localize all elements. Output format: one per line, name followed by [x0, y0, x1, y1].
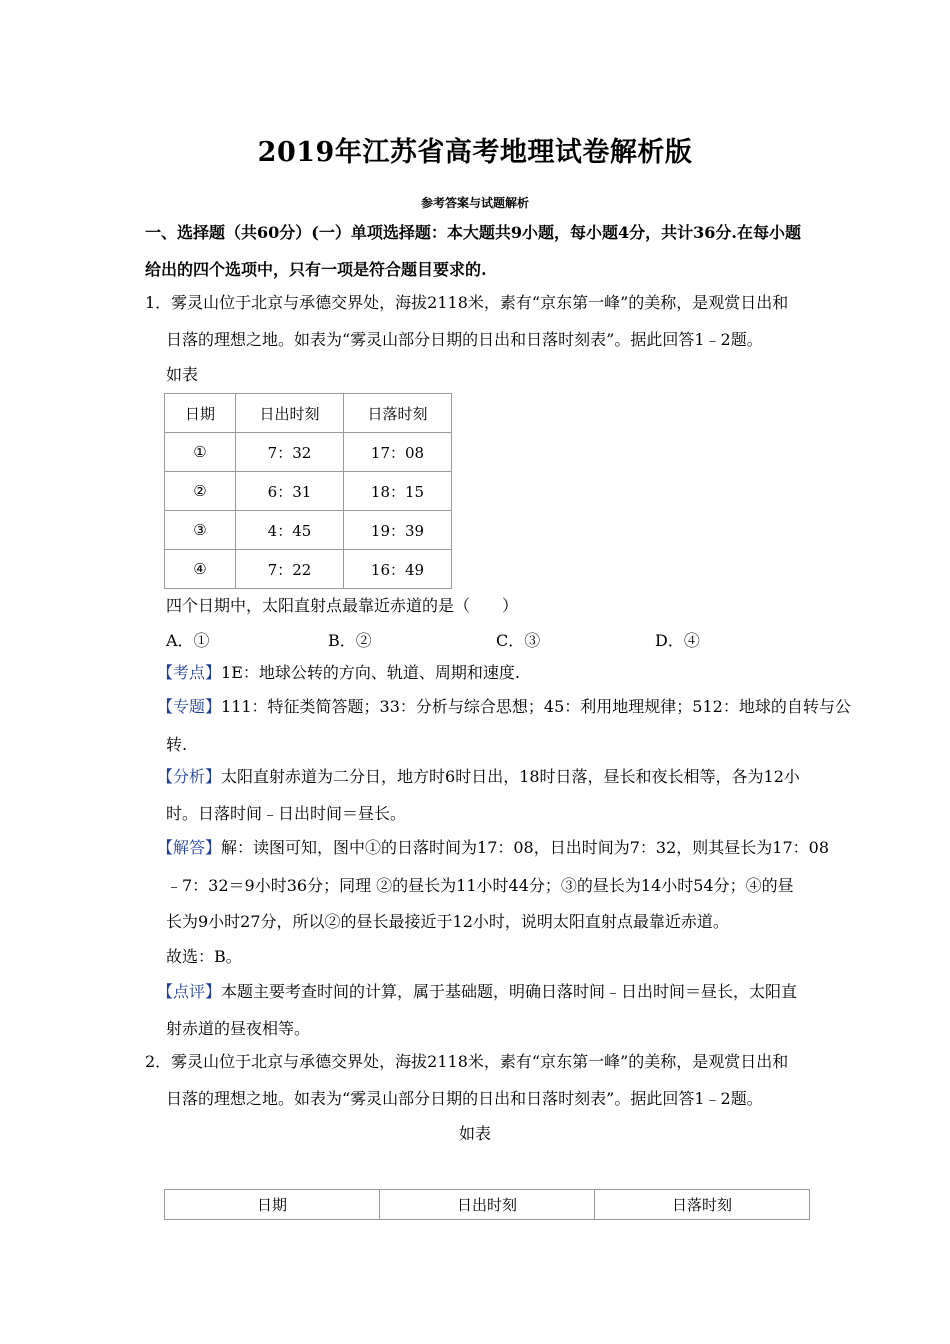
q2-stem-line-1: 2．雾灵山位于北京与承德交界处，海拔2118米，素有“京东第一峰”的美称，是观赏日出和 [145, 1052, 789, 1071]
q1-dianping-line-2: 射赤道的昼夜相等。 [166, 1019, 311, 1038]
q1-option-a: A．① [166, 631, 210, 650]
table-header-row [165, 394, 452, 433]
q1-jieda-line-2: ﹣7：32＝9小时36分；同理 ②的昼长为11小时44分；③的昼长为14小时54分；④的昼 [166, 876, 794, 895]
table-header-row [165, 1190, 810, 1220]
fenxi-text: 太阳直射赤道为二分日，地方时6时日出，18时日落，昼长和夜长相等，各为12小 [221, 767, 800, 786]
q1-jieda-line-3: 长为9小时27分，所以②的昼长最接近于12小时，说明太阳直射点最靠近赤道。 [166, 912, 729, 931]
q1-jieda-line-1 [157, 837, 829, 859]
q1-answer: 故选：B。 [166, 947, 242, 966]
table-cell: 7：22 [236, 550, 344, 589]
q1-sun-time-table [164, 393, 452, 589]
table-header-cell: 日期 [165, 394, 236, 433]
table-cell: 6：31 [236, 472, 344, 511]
zhuanti-text: 111：特征类简答题；33：分析与综合思想；45：利用地理规律；512：地球的自转与公 [221, 697, 851, 716]
q1-question: 四个日期中，太阳直射点最靠近赤道的是（ ） [166, 596, 519, 615]
q1-option-b: B．② [328, 631, 372, 650]
q1-kaodian [157, 662, 520, 684]
table-cell: ③ [165, 511, 236, 550]
q1-option-d: D．④ [655, 631, 700, 650]
table-cell: 16：49 [344, 550, 452, 589]
table-cell: 4：45 [236, 511, 344, 550]
kaodian-text: 1E：地球公转的方向、轨道、周期和速度. [221, 663, 520, 682]
table-cell: ④ [165, 550, 236, 589]
jieda-tag: 【解答】 [157, 838, 222, 857]
document-title: 2019年江苏省高考地理试卷解析版 [257, 137, 693, 168]
table-header-cell: 日落时刻 [344, 394, 452, 433]
table-header-cell: 日落时刻 [595, 1190, 810, 1220]
table-cell: ② [165, 472, 236, 511]
section-heading-line-1: 一、选择题（共60分）(一）单项选择题：本大题共9小题，每小题4分，共计36分.在每小题 [145, 223, 801, 242]
table-cell: 7：32 [236, 433, 344, 472]
table-cell: 17：08 [344, 433, 452, 472]
table-header-cell: 日出时刻 [236, 394, 344, 433]
table-cell: 19：39 [344, 511, 452, 550]
table-cell: 18：15 [344, 472, 452, 511]
document-subtitle: 参考答案与试题解析 [420, 196, 529, 210]
table-row [165, 511, 452, 550]
table-row [165, 472, 452, 511]
q2-stem-line-2: 日落的理想之地。如表为“雾灵山部分日期的日出和日落时刻表”。据此回答1﹣2题。 [166, 1089, 763, 1108]
table-cell: ① [165, 433, 236, 472]
q2-table-caption: 如表 [458, 1124, 491, 1143]
q1-stem-line-2: 日落的理想之地。如表为“雾灵山部分日期的日出和日落时刻表”。据此回答1﹣2题。 [166, 330, 763, 349]
zhuanti-tag: 【专题】 [157, 697, 222, 716]
dianping-text: 本题主要考查时间的计算，属于基础题，明确日落时间﹣日出时间＝昼长，太阳直 [221, 982, 798, 1001]
table-row [165, 433, 452, 472]
table-header-cell: 日期 [165, 1190, 380, 1220]
table-row [165, 550, 452, 589]
q1-option-c: C．③ [496, 631, 541, 650]
q1-zhuanti-line-1 [157, 696, 851, 718]
kaodian-tag: 【考点】 [157, 663, 222, 682]
table-header-cell: 日出时刻 [380, 1190, 595, 1220]
q1-fenxi-line-1 [157, 766, 800, 788]
fenxi-tag: 【分析】 [157, 767, 222, 786]
jieda-text: 解：读图可知，图中①的日落时间为17：08，日出时间为7：32，则其昼长为17：08 [221, 838, 829, 857]
q1-zhuanti-line-2: 转. [166, 735, 188, 754]
q1-table-caption: 如表 [166, 365, 199, 384]
q2-sun-time-table [164, 1189, 810, 1220]
q1-fenxi-line-2: 时。日落时间﹣日出时间＝昼长。 [166, 804, 407, 823]
q1-stem-line-1: 1．雾灵山位于北京与承德交界处，海拔2118米，素有“京东第一峰”的美称，是观赏日出和 [145, 293, 789, 312]
dianping-tag: 【点评】 [157, 982, 222, 1001]
q1-dianping-line-1 [157, 981, 797, 1003]
section-heading-line-2: 给出的四个选项中，只有一项是符合题目要求的. [145, 260, 487, 279]
